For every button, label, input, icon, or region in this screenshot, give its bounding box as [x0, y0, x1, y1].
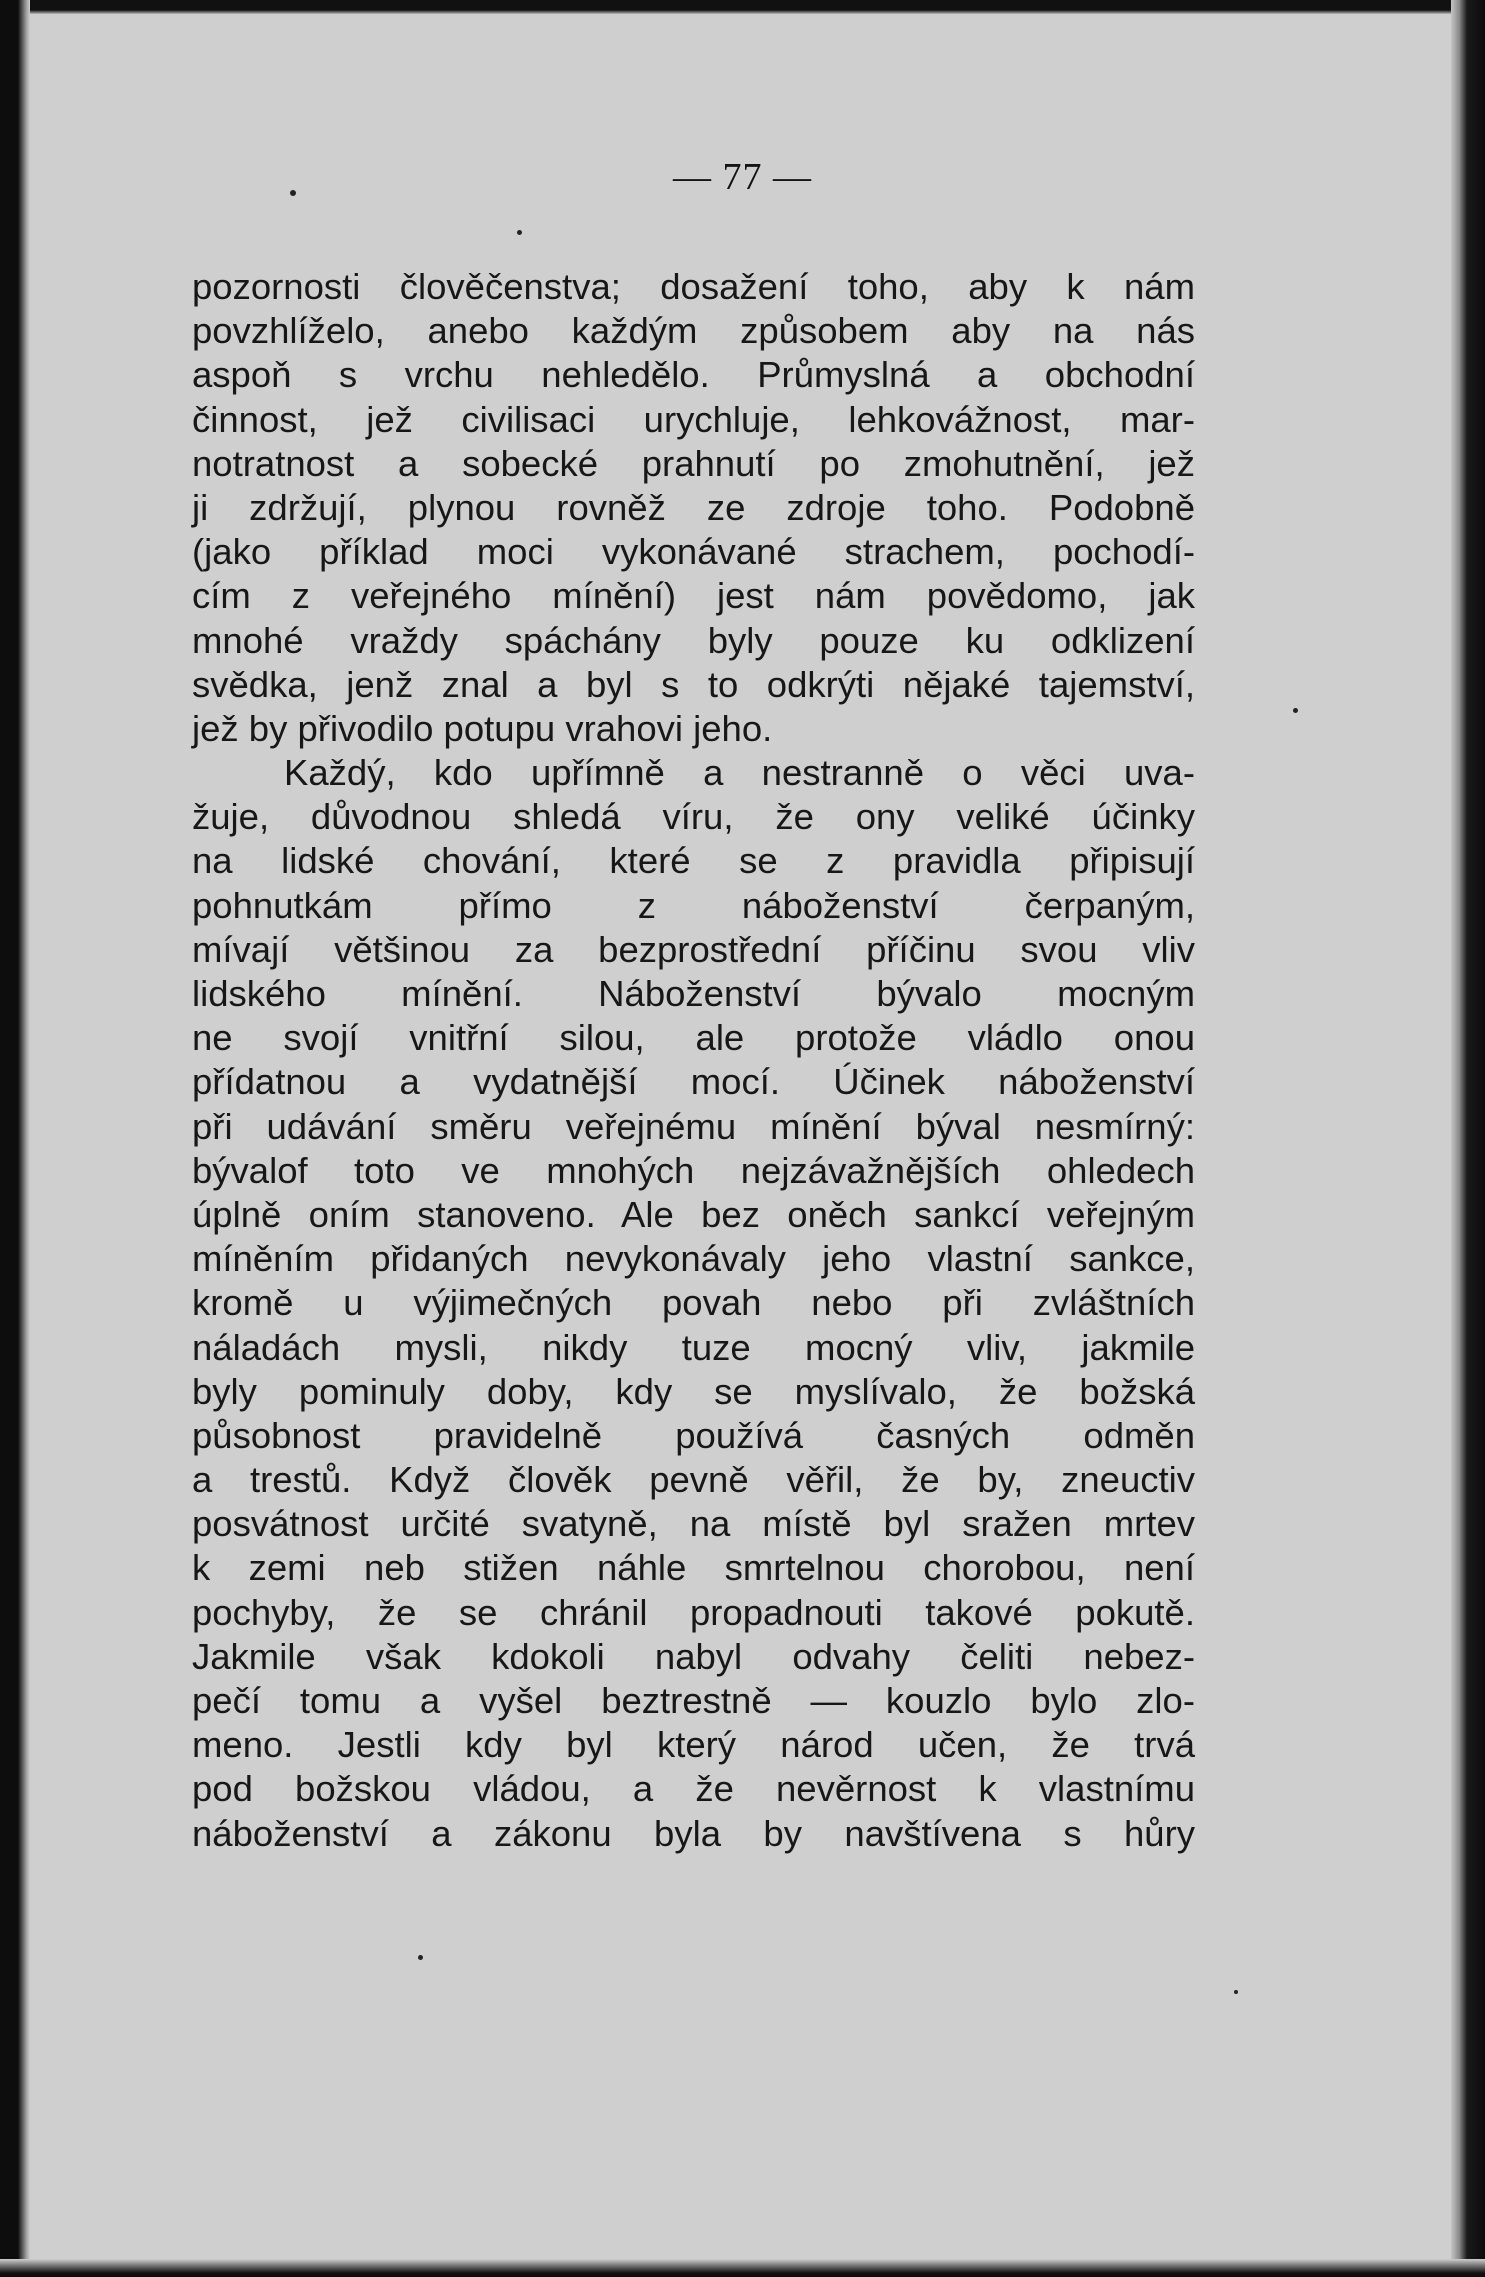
text-line: přídatnou a vydatnější mocí. Účinek náboženství	[192, 1061, 1195, 1103]
text-line: při udávání směru veřejnému mínění býval nesmírný:	[192, 1105, 1195, 1147]
text-line: posvátnost určité svatyně, na místě byl sražen mrtev	[192, 1503, 1195, 1545]
text-line: působnost pravidelně používá časných odměn	[192, 1414, 1195, 1456]
text-line: mnohé vraždy spáchány byly pouze ku odklizení	[192, 619, 1195, 661]
text-line: náladách mysli, nikdy tuze mocný vliv, jakmile	[192, 1326, 1195, 1368]
text-line: náboženství a zákonu byla by navštívena s hůry	[192, 1812, 1195, 1854]
text-line: povzhlíželo, anebo každým způsobem aby na nás	[192, 310, 1195, 352]
text-line: Každý, kdo upřímně a nestranně o věci uva-	[284, 752, 1195, 794]
text-line: (jako příklad moci vykonávané strachem, pochodí-	[192, 531, 1195, 573]
text-line: žuje, důvodnou shledá víru, že ony veliké účinky	[192, 796, 1195, 838]
text-line: pohnutkám přímo z náboženství čerpaným,	[192, 884, 1195, 926]
text-line: pod božskou vládou, a že nevěrnost k vlastnímu	[192, 1768, 1195, 1810]
text-line: pozornosti člověčenstva; dosažení toho, aby k nám	[192, 266, 1195, 307]
text-line: míněním přidaných nevykonávaly jeho vlastní sankce,	[192, 1238, 1195, 1280]
text-line: ji zdržují, plynou rovněž ze zdroje toho. Podobně	[192, 486, 1195, 528]
text-line: na lidské chování, které se z pravidla připisují	[192, 840, 1195, 882]
scan-speck	[517, 230, 522, 235]
text-line: meno. Jestli kdy byl který národ učen, že trvá	[192, 1724, 1195, 1766]
text-line: kromě u výjimečných povah nebo při zvláštních	[192, 1282, 1195, 1324]
text-line: pečí tomu a vyšel beztrestně — kouzlo bylo zlo-	[192, 1680, 1195, 1721]
text-line: Jakmile však kdokoli nabyl odvahy čeliti nebez-	[192, 1635, 1195, 1677]
scan-border-right	[1451, 0, 1485, 2277]
body-text	[192, 265, 1195, 1856]
text-line: mívají většinou za bezprostřední příčinu svou vliv	[192, 928, 1195, 970]
text-line: svědka, jenž znal a byl s to odkrýti nějaké tajemství,	[192, 663, 1195, 705]
text-line: notratnost a sobecké prahnutí po zmohutnění, jež	[192, 442, 1195, 484]
scan-border-bottom	[0, 2259, 1485, 2277]
text-line: a trestů. Když člověk pevně věřil, že by, zneuctiv	[192, 1459, 1195, 1501]
text-line: cím z veřejného mínění) jest nám povědomo, jak	[192, 575, 1195, 617]
scan-speck	[418, 1955, 423, 1960]
text-line: k zemi neb stižen náhle smrtelnou chorobou, není	[192, 1547, 1195, 1589]
page-number: — 77 —	[673, 156, 812, 198]
text-line: pochyby, že se chránil propadnouti takové pokutě.	[192, 1591, 1195, 1633]
scan-border-top	[0, 0, 1485, 14]
text-line: jež by přivodilo potupu vrahovi jeho.	[192, 707, 773, 749]
scan-speck	[290, 190, 296, 196]
text-line: ne svojí vnitřní silou, ale protože vládlo onou	[192, 1017, 1195, 1059]
scan-border-left	[0, 0, 30, 2277]
text-line: bývalof toto ve mnohých nejzávažnějších ohledech	[192, 1149, 1195, 1191]
text-line: byly pominuly doby, kdy se myslívalo, že božská	[192, 1370, 1195, 1412]
text-line: činnost, jež civilisaci urychluje, lehkovážnost, mar-	[192, 398, 1195, 440]
scan-speck	[1293, 708, 1298, 713]
scan-speck	[1234, 1990, 1238, 1994]
text-line: úplně oním stanoveno. Ale bez oněch sankcí veřejným	[192, 1193, 1195, 1235]
text-line: aspoň s vrchu nehledělo. Průmyslná a obchodní	[192, 354, 1195, 396]
text-line: lidského mínění. Náboženství bývalo mocným	[192, 973, 1195, 1014]
